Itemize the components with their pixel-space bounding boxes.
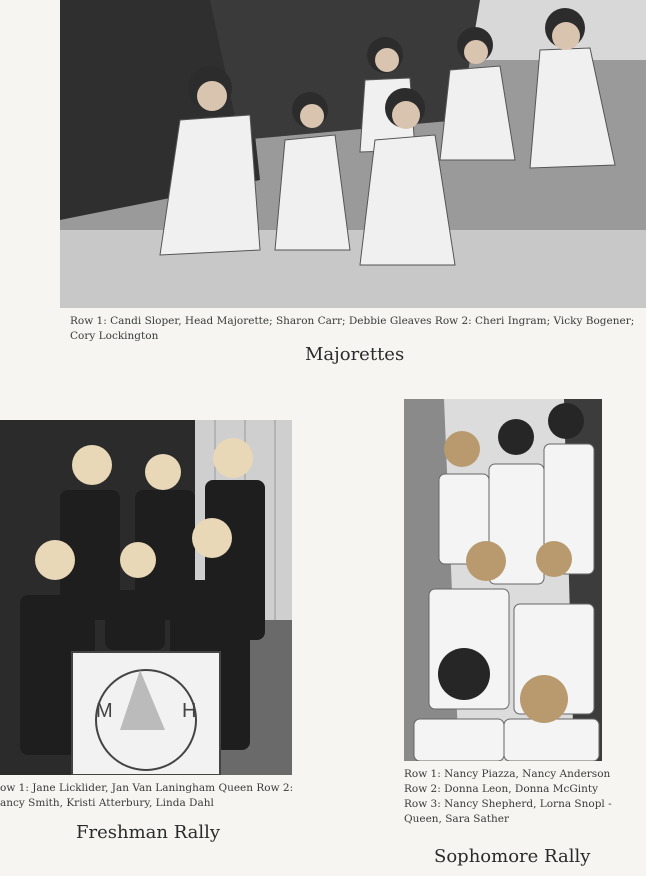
majorettes-photo <box>60 0 646 308</box>
majorettes-caption <box>70 314 634 344</box>
caption-line: Row 3: Nancy Shepherd, Lorna Snopl - <box>404 798 612 810</box>
sophomore-rally-title: Sophomore Rally <box>434 846 591 867</box>
majorettes-photo-graphic <box>60 0 646 308</box>
freshman-rally-title: Freshman Rally <box>76 822 221 843</box>
caption-line: Row 1: Candi Sloper, Head Majorette; Sharon Carr; Debbie Gleaves Row 2: Cheri Ingram; Vicky Bogener; <box>70 315 635 327</box>
caption-line: ancy Smith, Kristi Atterbury, Linda Dahl <box>0 797 214 809</box>
caption-line: Queen, Sara Sather <box>404 813 509 825</box>
sophomore-rally-photo-graphic <box>404 399 602 761</box>
freshman-rally-photo-graphic <box>0 420 292 775</box>
sign-letter-m: M <box>96 700 113 722</box>
sophomore-rally-caption <box>404 767 612 827</box>
caption-line: Row 2: Donna Leon, Donna McGinty <box>404 783 599 795</box>
sign-letter-h: H <box>182 700 197 722</box>
majorettes-title: Majorettes <box>305 344 405 365</box>
caption-line: ow 1: Jane Licklider, Jan Van Laningham Queen Row 2: <box>0 782 294 794</box>
freshman-rally-caption <box>0 781 293 811</box>
sophomore-rally-photo <box>404 399 602 761</box>
caption-line: Row 1: Nancy Piazza, Nancy Anderson <box>404 768 611 780</box>
caption-line: Cory Lockington <box>70 330 159 342</box>
freshman-rally-photo <box>0 420 292 775</box>
